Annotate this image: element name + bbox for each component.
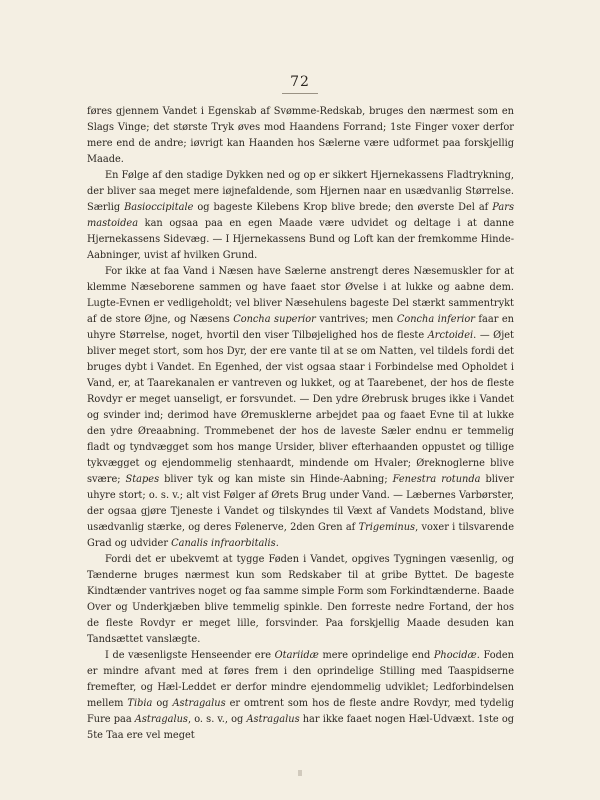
text-segment: faar en uhyre Størrelse, noget, hvortil den viser Tilbøjelighed hos de fleste — [87, 314, 514, 341]
text-segment: I de væsenligste Henseender ere — [105, 650, 275, 661]
italic-term: Basioccipitale — [124, 202, 194, 213]
italic-term: Astragalus — [172, 698, 226, 709]
text-segment: vantrives; men — [315, 314, 397, 325]
text-segment: En Følge af den stadige Dykken ned og op er sikkert Hjernekassens Fladtrykning, der bliver saa meget mere iøjnefaldende, som Hjernen naar en usædvanlig Størrelse. Særlig — [87, 170, 514, 213]
text-segment: og — [152, 698, 173, 709]
text-segment: er omtrent som hos de fleste andre Rovdyr, med tydelig Fure paa — [87, 698, 514, 725]
paragraph — [87, 648, 514, 744]
italic-term: Stapes — [125, 474, 160, 485]
page-number: 72 — [290, 74, 310, 90]
footer-mark — [298, 770, 302, 776]
text-segment: føres gjennem Vandet i Egenskab af Svømme-Redskab, bruges den nærmest som en Slags Vinge; det største Tryk øves mod Haandens Forrand; 1ste Finger voxer derfor mere end de andre; iøvrigt kan Haanden hos Sælerne være udformet paa forskjellig Maade. — [87, 106, 514, 165]
text-segment: For ikke at faa Vand i Næsen have Sælerne anstrengt deres Næsemuskler for at klemme Næseborene sammen og have faaet stor Øvelse i at lukke og aabne dem. Lugte-Evnen er vedligeholdt; vel bliver Næsehulens bageste Del stærkt sammentrykt af de store Øjne, og Næsens — [87, 266, 514, 325]
text-segment: . — Øjet bliver meget stort, som hos Dyr, der ere vante til at se om Natten, vel tildels fordi det bruges dybt i Vandet. En Egenhed, der vist ogsaa staar i Forbindelse med Opholdet i Vand, er, at Taarekanalen er vantreven og lukket, og at Taarebenet, der hos de fleste Rovdyr er meget uanseligt, er forsvundet. — Den ydre Ørebrusk bruges ikke i Vandet og svinder ind; derimod have Øremusklerne arbejdet paa og faaet Evne til at lukke den ydre Øreaabning. Trommebenet der hos de laveste Sæler endnu er temmelig fladt og tyndvægget som hos mange Ursider, bliver efterhaanden oppustet og tillige tykvægget og ejendommelig stenhaardt, mindende om Hvaler; Øreknoglerne blive svære; — [87, 330, 514, 485]
text-segment: har ikke faaet nogen Hæl-Udvæxt. 1ste og 5te Taa ere vel meget — [87, 714, 514, 741]
paragraph — [87, 552, 514, 648]
text-segment: mere oprindelige end — [318, 650, 434, 661]
italic-term: Arctoidei — [427, 330, 474, 341]
paragraph — [87, 168, 514, 264]
text-segment: , o. s. v., og — [187, 714, 247, 725]
text-segment: bliver uhyre stort; o. s. v.; alt vist Følger af Ørets Brug under Vand. — Læbernes Varbørster, der ogsaa gjøre Tjeneste i Vandet og tilskyndes til Væxt af Vandets Modstand, blive usædvanlig stærke, og deres Følenerve, 2den Gren af — [87, 474, 515, 533]
text-segment: . — [275, 538, 279, 549]
text-segment: kan ogsaa paa en egen Maade være udvidet og deltage i at danne Hjernekassens Sidevæg. — I Hjernekassens Bund og Loft kan der fremkomme Hinde-Aabninger, uvist af hvilken Grund. — [87, 218, 514, 261]
italic-term: Tibia — [127, 698, 153, 709]
italic-term: Trigeminus — [358, 522, 416, 533]
text-segment: . Foden er mindre afvant med at føres frem i den oprindelige Stilling med Taaspidserne fremefter, og Hæl-Leddet er derfor mindre ejendommelig udviklet; Ledforbindelsen mellem — [87, 650, 514, 709]
paragraph — [87, 264, 514, 552]
italic-term: Canalis infraorbitalis — [171, 538, 276, 549]
text-segment: og bageste Kilebens Krop blive brede; den øverste Del af — [193, 202, 493, 213]
text-segment: , voxer i tilsvarende Grad og udvider — [87, 522, 514, 549]
italic-term: Phocidæ — [433, 650, 477, 661]
italic-term: Concha superior — [233, 314, 316, 325]
italic-term: Astragalus — [134, 714, 188, 725]
italic-term: Fenestra rotunda — [392, 474, 481, 485]
italic-term: Otariidæ — [274, 650, 319, 661]
body-text — [87, 104, 514, 744]
italic-term: Pars mastoidea — [87, 202, 514, 229]
paragraph — [87, 104, 514, 168]
page-number-rule — [282, 93, 318, 94]
italic-term: Astragalus — [246, 714, 300, 725]
text-segment: Fordi det er ubekvemt at tygge Føden i Vandet, opgives Tygningen væsenlig, og Tænderne bruges nærmest kun som Redskaber til at gribe Byttet. De bageste Kindtænder vantrives noget og faa samme simple Form som Forkindtænderne. Baade Over og Underkjæben blive temmelig spinkle. Den forreste nedre Fortand, der hos de fleste Rovdyr er meget lille, forsvinder. Paa forskjellig Maade desuden kan Tandsættet vanslægte. — [87, 554, 514, 645]
text-segment: bliver tyk og kan miste sin Hinde-Aabning; — [159, 474, 393, 485]
italic-term: Concha inferior — [396, 314, 475, 325]
